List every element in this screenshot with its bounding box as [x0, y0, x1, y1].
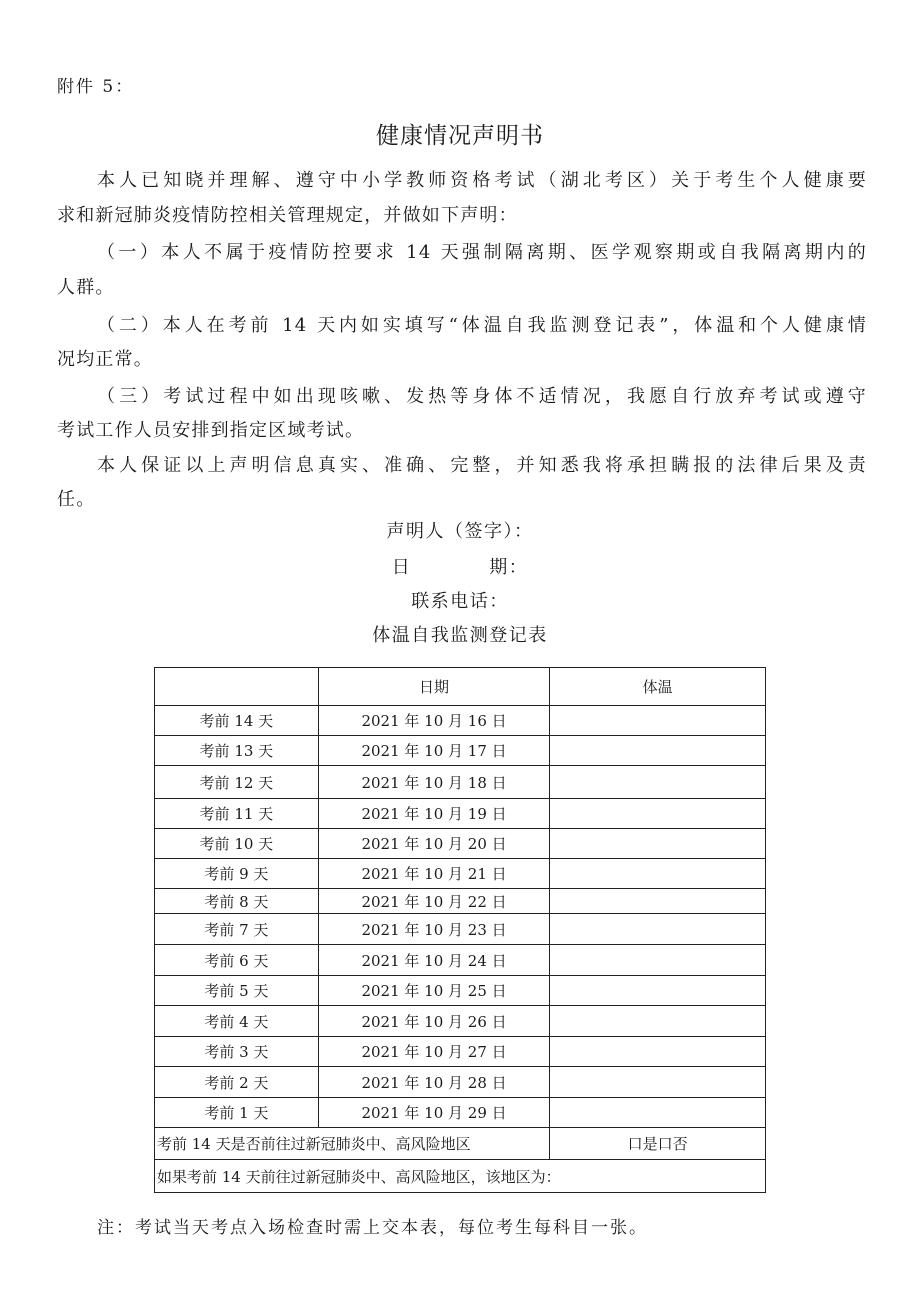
footnote: 注：考试当天考点入场检查时需上交本表，每位考生每科目一张。 [97, 1218, 648, 1238]
declaration-line: （一）本人不属于疫情防控要求 14 天强制隔离期、医学观察期或自我隔离期内的 [97, 242, 867, 263]
attachment-label: 附件 5： [57, 77, 135, 97]
day-cell: 考前 1 天 [155, 1098, 319, 1128]
date-cell: 2021 年 10 月 23 日 [318, 914, 550, 945]
table-title: 体温自我监测登记表 [372, 625, 548, 646]
table-row [155, 829, 766, 859]
temperature-cell[interactable] [550, 736, 766, 766]
risk-region-row [155, 1160, 766, 1193]
header-cell: 体温 [550, 668, 766, 706]
temperature-log-table [154, 667, 766, 1193]
date-cell: 2021 年 10 月 22 日 [318, 889, 550, 914]
date-cell: 2021 年 10 月 16 日 [318, 706, 550, 736]
table-row [155, 706, 766, 736]
date-cell: 2021 年 10 月 25 日 [318, 976, 550, 1006]
table-row [155, 945, 766, 976]
temperature-cell[interactable] [550, 889, 766, 914]
temperature-cell[interactable] [550, 859, 766, 889]
declaration-line: （三）考试过程中如出现咳嗽、发热等身体不适情况，我愿自行放弃考试或遵守 [97, 386, 867, 407]
date-label: 日 期： [391, 557, 529, 578]
header-cell [155, 668, 319, 706]
date-cell: 2021 年 10 月 29 日 [318, 1098, 550, 1128]
table-row [155, 766, 766, 799]
day-cell: 考前 9 天 [155, 859, 319, 889]
table-header-row [155, 668, 766, 706]
day-cell: 考前 14 天 [155, 706, 319, 736]
date-cell: 2021 年 10 月 26 日 [318, 1006, 550, 1037]
table-row [155, 1037, 766, 1067]
date-cell: 2021 年 10 月 19 日 [318, 799, 550, 829]
table-row [155, 1006, 766, 1037]
temperature-cell[interactable] [550, 1098, 766, 1128]
day-cell: 考前 12 天 [155, 766, 319, 799]
temperature-cell[interactable] [550, 706, 766, 736]
declaration-line: 本人已知晓并理解、遵守中小学教师资格考试（湖北考区）关于考生个人健康要 [97, 170, 867, 191]
table-row [155, 976, 766, 1006]
day-cell: 考前 3 天 [155, 1037, 319, 1067]
risk-region-prompt[interactable]: 如果考前 14 天前往过新冠肺炎中、高风险地区，该地区为： [155, 1160, 766, 1193]
table-row [155, 1067, 766, 1098]
declaration-line: 人群。 [57, 277, 115, 298]
day-cell: 考前 7 天 [155, 914, 319, 945]
declaration-line: 况均正常。 [57, 349, 153, 370]
table-row [155, 889, 766, 914]
day-cell: 考前 8 天 [155, 889, 319, 914]
temperature-cell[interactable] [550, 799, 766, 829]
table-row [155, 799, 766, 829]
date-cell: 2021 年 10 月 17 日 [318, 736, 550, 766]
day-cell: 考前 2 天 [155, 1067, 319, 1098]
risk-question-cell: 考前 14 天是否前往过新冠肺炎中、高风险地区 [155, 1128, 550, 1160]
declaration-line: 求和新冠肺炎疫情防控相关管理规定，并做如下声明： [57, 205, 518, 226]
day-cell: 考前 10 天 [155, 829, 319, 859]
temperature-cell[interactable] [550, 945, 766, 976]
date-cell: 2021 年 10 月 24 日 [318, 945, 550, 976]
header-cell: 日期 [318, 668, 550, 706]
declaration-line: （二）本人在考前 14 天内如实填写“体温自我监测登记表”，体温和个人健康情 [97, 315, 867, 336]
day-cell: 考前 13 天 [155, 736, 319, 766]
table-row [155, 736, 766, 766]
date-cell: 2021 年 10 月 18 日 [318, 766, 550, 799]
date-cell: 2021 年 10 月 21 日 [318, 859, 550, 889]
day-cell: 考前 6 天 [155, 945, 319, 976]
declaration-line: 本人保证以上声明信息真实、准确、完整，并知悉我将承担瞒报的法律后果及责 [97, 455, 867, 476]
temperature-cell[interactable] [550, 976, 766, 1006]
day-cell: 考前 4 天 [155, 1006, 319, 1037]
temperature-cell[interactable] [550, 766, 766, 799]
temperature-cell[interactable] [550, 1067, 766, 1098]
temperature-cell[interactable] [550, 1006, 766, 1037]
document-title: 健康情况声明书 [376, 123, 544, 149]
temperature-cell[interactable] [550, 914, 766, 945]
declaration-line: 任。 [57, 489, 96, 510]
date-cell: 2021 年 10 月 28 日 [318, 1067, 550, 1098]
day-cell: 考前 11 天 [155, 799, 319, 829]
date-cell: 2021 年 10 月 20 日 [318, 829, 550, 859]
date-cell: 2021 年 10 月 27 日 [318, 1037, 550, 1067]
risk-options-cell[interactable]: 口是口否 [550, 1128, 766, 1160]
table-row [155, 859, 766, 889]
risk-question-row [155, 1128, 766, 1160]
day-cell: 考前 5 天 [155, 976, 319, 1006]
table-row [155, 1098, 766, 1128]
declaration-line: 考试工作人员安排到指定区域考试。 [57, 420, 365, 441]
declarant-signature-label: 声明人（签字）： [386, 521, 534, 542]
temperature-cell[interactable] [550, 829, 766, 859]
table-row [155, 914, 766, 945]
temperature-cell[interactable] [550, 1037, 766, 1067]
phone-label: 联系电话： [411, 591, 509, 612]
